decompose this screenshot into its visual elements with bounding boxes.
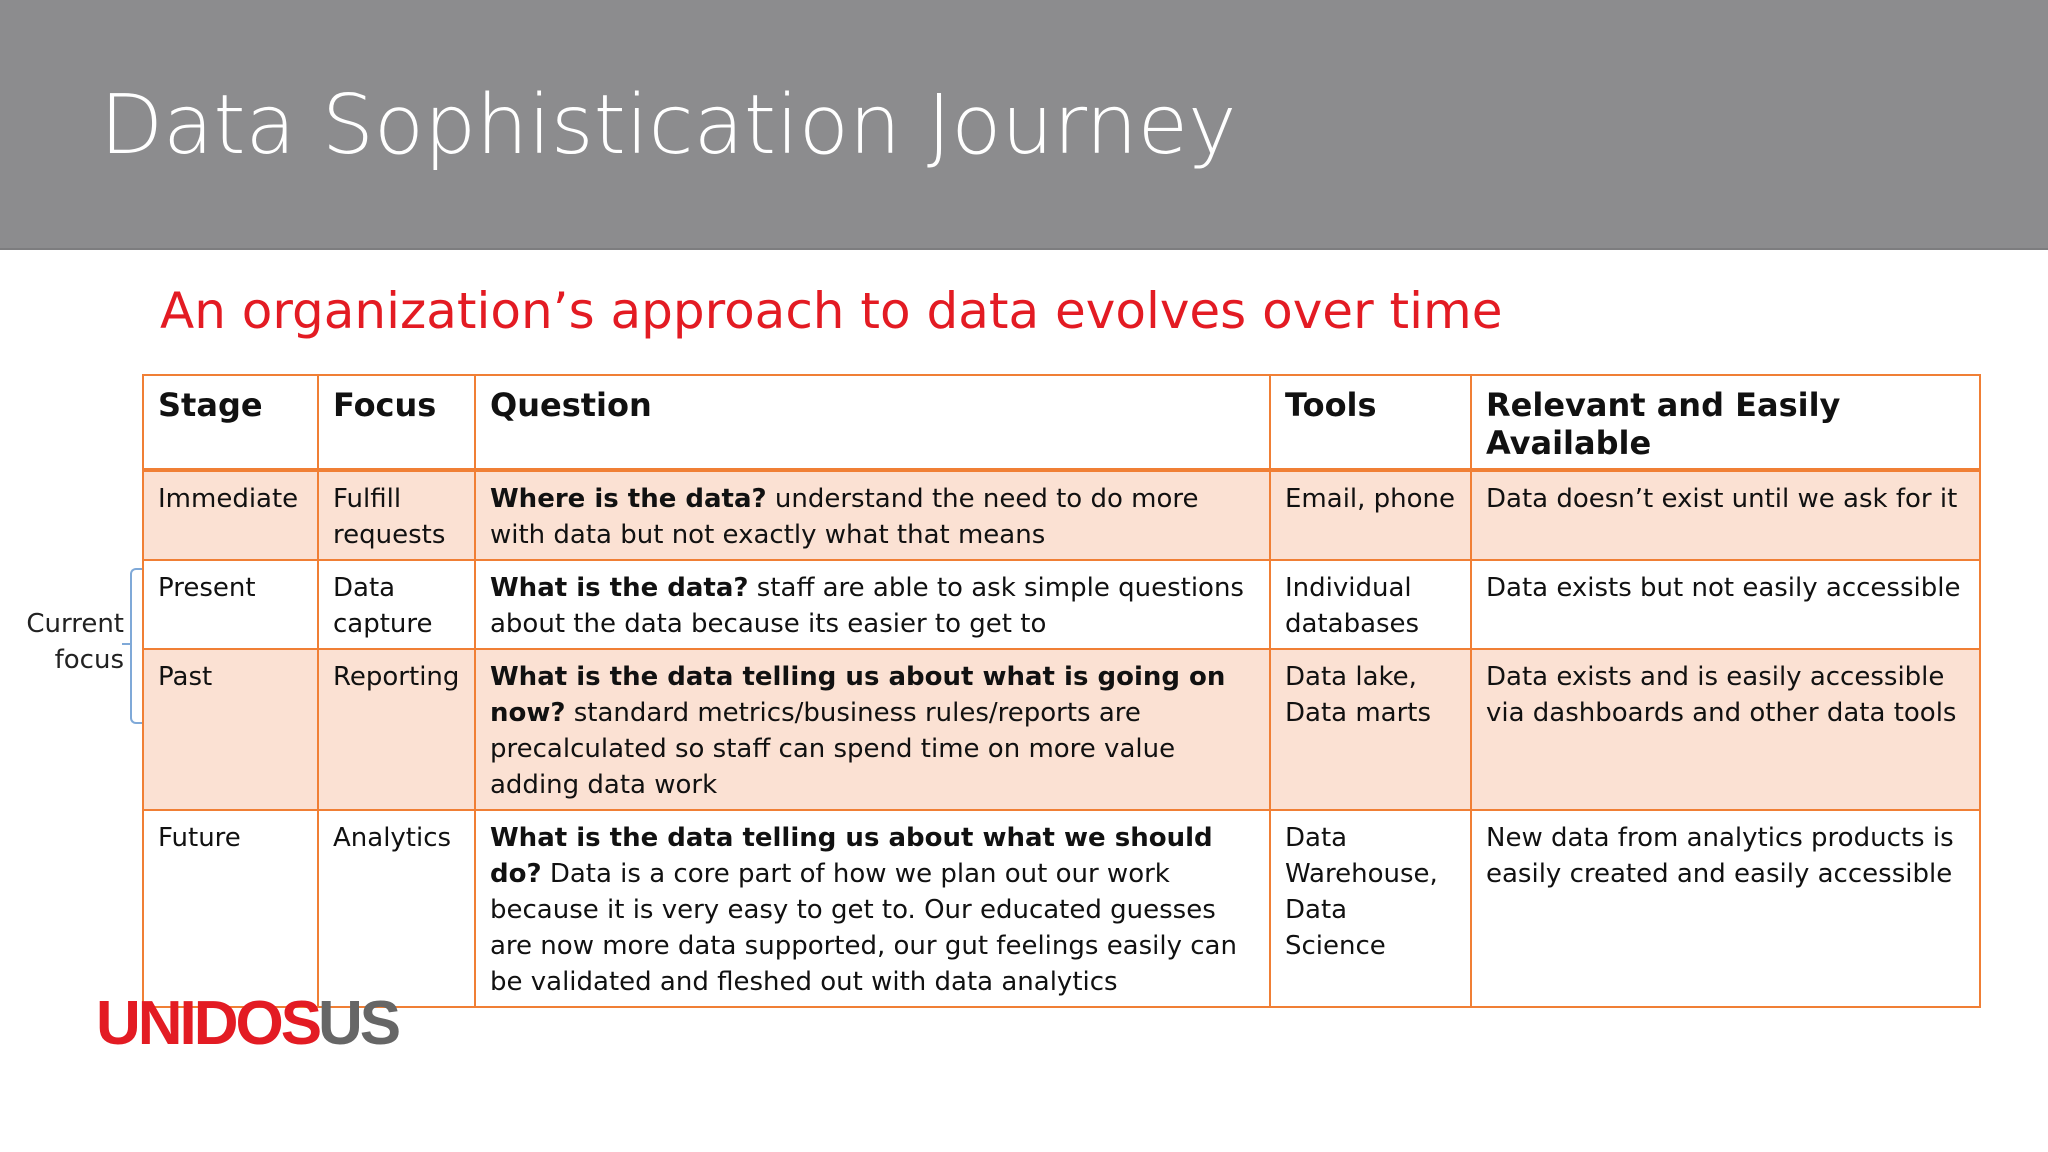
cell-relevant: New data from analytics products is easily created and easily accessible: [1471, 810, 1980, 1007]
question-bold: What is the data telling us about what we should do?: [490, 823, 1213, 889]
cell-focus: Data capture: [318, 560, 475, 649]
table-header-row: [143, 375, 1980, 470]
current-focus-label: Current focus: [26, 609, 124, 675]
table-row: [143, 810, 1980, 1007]
cell-stage: Future: [143, 810, 318, 1007]
unidosus-logo: [96, 986, 436, 1056]
cell-tools: Data Warehouse, Data Science: [1270, 810, 1471, 1007]
current-focus-bracket-tick: [122, 643, 132, 645]
table-row: [143, 470, 1980, 560]
logo-text-red: UNIDOS: [96, 989, 320, 1056]
cell-tools: Individual databases: [1270, 560, 1471, 649]
cell-stage: Present: [143, 560, 318, 649]
header-tools: Tools: [1270, 375, 1471, 470]
header-focus: Focus: [318, 375, 475, 470]
question-text: standard metrics/business rules/reports are precalculated so staff can spend time on more value adding data work: [490, 698, 1176, 800]
cell-focus: Fulfill requests: [318, 470, 475, 560]
cell-stage: Immediate: [143, 470, 318, 560]
header-stage: Stage: [143, 375, 318, 470]
cell-question: [475, 470, 1270, 560]
header-question: Question: [475, 375, 1270, 470]
cell-tools: Data lake, Data marts: [1270, 649, 1471, 810]
question-text: staff are able to ask simple questions about the data because its easier to get to: [490, 573, 1244, 639]
cell-focus: Analytics: [318, 810, 475, 1007]
cell-stage: Past: [143, 649, 318, 810]
cell-focus: Reporting: [318, 649, 475, 810]
question-text: understand the need to do more with data but not exactly what that means: [490, 484, 1199, 550]
cell-tools: Email, phone: [1270, 470, 1471, 560]
table-row: [143, 649, 1980, 810]
cell-relevant: Data exists but not easily accessible: [1471, 560, 1980, 649]
logo-text-gray: US: [318, 989, 399, 1056]
title-bar: [0, 0, 2048, 250]
question-bold: What is the data telling us about what is going on now?: [490, 662, 1226, 728]
journey-table: [142, 374, 1981, 1008]
cell-relevant: Data doesn’t exist until we ask for it: [1471, 470, 1980, 560]
cell-question: [475, 560, 1270, 649]
header-relevant: Relevant and Easily Available: [1471, 375, 1980, 470]
cell-question: [475, 649, 1270, 810]
question-text: Data is a core part of how we plan out our work because it is very easy to get to. Our educated guesses are now more data supported, our gut feelings easily can be validated and fleshed out with data analytics: [490, 859, 1237, 997]
question-bold: What is the data?: [490, 573, 749, 603]
slide-title: Data Sophistication Journey: [100, 78, 1237, 173]
table-row: [143, 560, 1980, 649]
question-bold: Where is the data?: [490, 484, 767, 514]
slide-subtitle: An organization’s approach to data evolves over time: [160, 282, 1503, 340]
cell-question: [475, 810, 1270, 1007]
cell-relevant: Data exists and is easily accessible via dashboards and other data tools: [1471, 649, 1980, 810]
current-focus-bracket: [130, 568, 142, 724]
